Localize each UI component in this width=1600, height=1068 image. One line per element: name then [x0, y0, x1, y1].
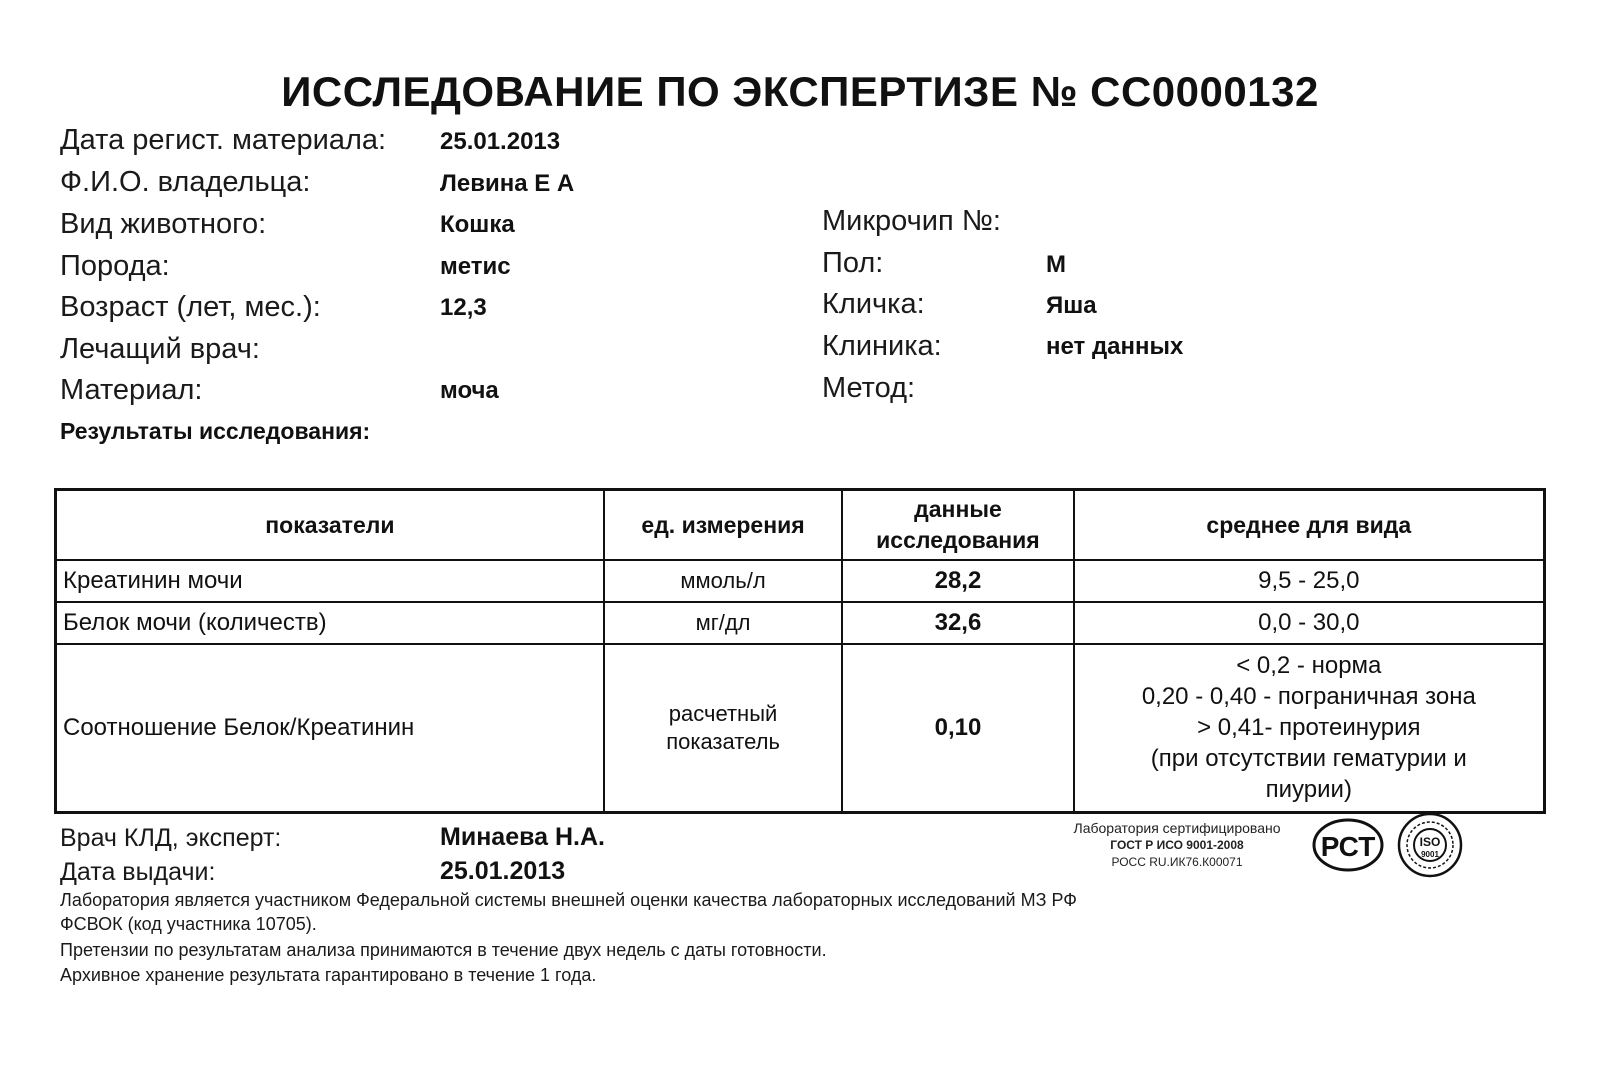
header-reference: среднее для вида [1074, 490, 1545, 560]
header-unit: ед. измерения [604, 490, 843, 560]
ratio-ref-line: (при отсутствии гематурии и [1150, 745, 1467, 773]
material-value: моча [440, 377, 499, 404]
method-label: Метод: [822, 372, 916, 404]
header-data [842, 490, 1073, 560]
header-indicator: показатели [56, 490, 604, 560]
results-table [54, 488, 1546, 814]
species-value: Кошка [440, 211, 515, 238]
ratio-ref-line: < 0,2 - норма [1236, 652, 1382, 680]
row-protein-value: 32,6 [842, 602, 1073, 644]
doctor-label: Лечащий врач: [60, 333, 260, 365]
expert-label: Врач КЛД, эксперт: [60, 824, 282, 852]
table-row [56, 602, 1545, 644]
rst-logo-text: РСТ [1320, 831, 1376, 862]
certification-block [1052, 820, 1302, 871]
row-ratio-unit-line2: показатель [666, 728, 780, 754]
pet-name-value: Яша [1046, 292, 1097, 319]
row-ratio-value: 0,10 [842, 644, 1073, 813]
clinic-value: нет данных [1046, 333, 1184, 360]
table-header-row [56, 490, 1545, 560]
reg-date-value: 25.01.2013 [440, 128, 561, 155]
ratio-ref-line: пиурии) [1265, 776, 1352, 804]
document-title: ИССЛЕДОВАНИЕ ПО ЭКСПЕРТИЗЕ № CC0000132 [281, 68, 1319, 115]
row-creatinine-name: Креатинин мочи [56, 560, 604, 602]
certification-line1: Лаборатория сертифицировано [1073, 820, 1281, 836]
row-ratio-unit [604, 644, 843, 813]
sex-label: Пол: [822, 247, 884, 279]
sex-value: М [1046, 251, 1066, 278]
ratio-ref-line: > 0,41- протеинурия [1197, 714, 1421, 742]
reg-date-label: Дата регист. материала: [60, 124, 387, 156]
row-ratio-name: Соотношение Белок/Креатинин [56, 644, 604, 813]
table-row [56, 560, 1545, 602]
footer-note: Лаборатория является участником Федеральной системы внешней оценки качества лабораторных исследований МЗ РФ [60, 890, 1077, 910]
row-protein-name: Белок мочи (количеств) [56, 602, 604, 644]
owner-value: Левина Е А [440, 170, 575, 197]
age-label: Возраст (лет, мес.): [60, 291, 321, 323]
table-row [56, 644, 1545, 813]
results-heading: Результаты исследования: [60, 418, 371, 444]
row-creatinine-reference: 9,5 - 25,0 [1074, 560, 1545, 602]
breed-label: Порода: [60, 250, 170, 282]
row-creatinine-unit: ммоль/л [604, 560, 843, 602]
row-ratio-reference [1074, 644, 1545, 813]
iso-seal-text: ISO [1419, 835, 1441, 849]
owner-label: Ф.И.О. владельца: [60, 166, 311, 198]
row-creatinine-value: 28,2 [842, 560, 1073, 602]
breed-value: метис [440, 253, 511, 280]
species-label: Вид животного: [60, 208, 267, 240]
header-data-line1: данные [914, 495, 1002, 522]
pet-name-label: Кличка: [822, 288, 925, 320]
iso-seal-subtext: 9001 [1421, 850, 1439, 859]
rst-logo-icon [1310, 816, 1390, 874]
certification-line3: РОСС RU.ИК76.К00071 [1111, 855, 1243, 869]
material-label: Материал: [60, 374, 203, 406]
issue-date-value: 25.01.2013 [440, 857, 566, 885]
clinic-label: Клиника: [822, 330, 942, 362]
certification-line2: ГОСТ Р ИСО 9001-2008 [1110, 838, 1244, 852]
expert-value: Минаева Н.А. [440, 823, 605, 851]
iso-seal-icon [1396, 812, 1464, 878]
age-value: 12,3 [440, 294, 487, 321]
row-protein-unit: мг/дл [604, 602, 843, 644]
footer-note: Архивное хранение результата гарантировано в течение 1 года. [60, 965, 597, 985]
ratio-ref-line: 0,20 - 0,40 - пограничная зона [1141, 683, 1476, 711]
row-ratio-unit-line1: расчетный [668, 700, 778, 726]
microchip-label: Микрочип №: [822, 205, 1001, 237]
footer-note: ФСВОК (код участника 10705). [60, 914, 317, 934]
footer-note: Претензии по результатам анализа принимаются в течение двух недель с даты готовности. [60, 940, 827, 960]
issue-date-label: Дата выдачи: [60, 858, 216, 886]
row-protein-reference: 0,0 - 30,0 [1074, 602, 1545, 644]
header-data-line2: исследования [876, 526, 1040, 553]
